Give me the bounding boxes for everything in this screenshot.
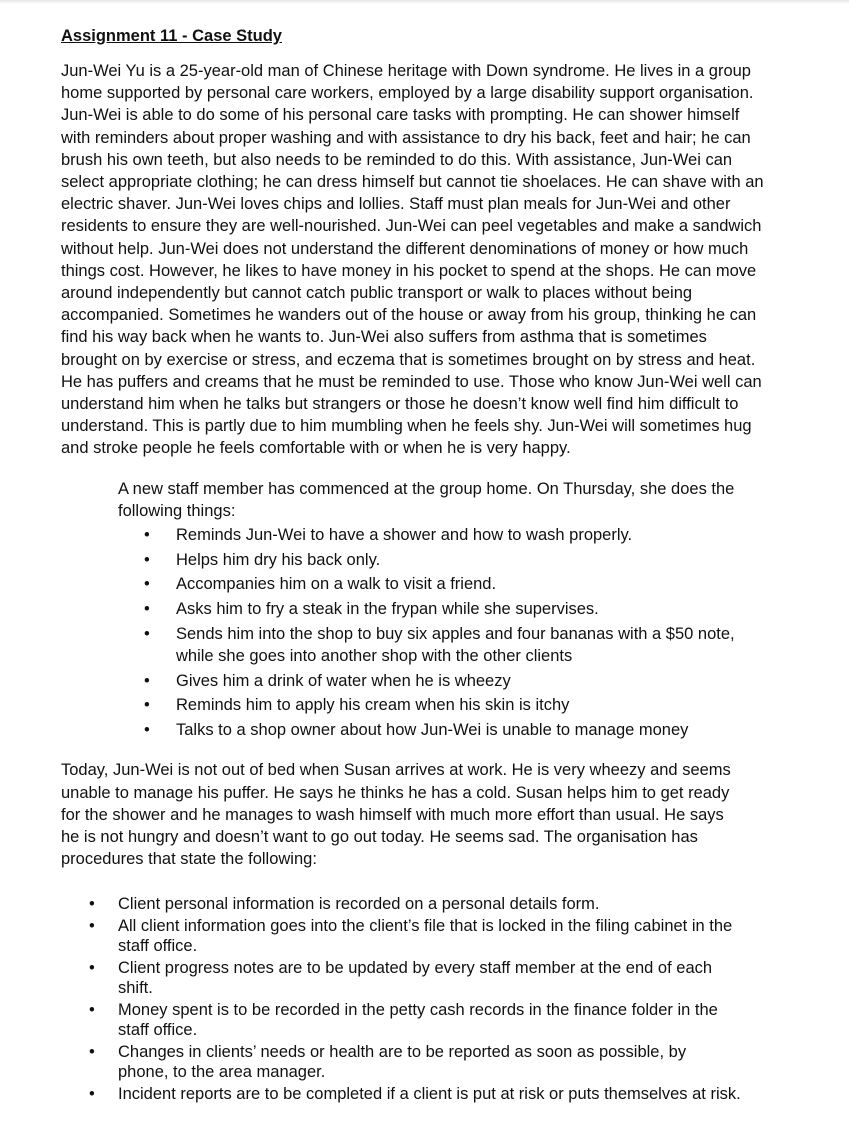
procedure-item-text: Incident reports are to be completed if a client is put at risk or puts themselves at risk. (118, 1084, 741, 1103)
staff-task-item-text: Asks him to fry a steak in the frypan while she supervises. (176, 600, 599, 619)
procedure-item-text: Changes in clients’ needs or health are to be reported as soon as possible, by (118, 1042, 687, 1061)
staff-task-item-text: Gives him a drink of water when he is wheezy (176, 671, 511, 690)
case-paragraph-line: without help. Jun-Wei does not understand the different denominations of money or how much (61, 239, 749, 258)
procedure-item-text: staff office. (118, 937, 198, 956)
today-paragraph-line: Today, Jun-Wei is not out of bed when Susan arrives at work. He is very wheezy and seems (61, 761, 731, 780)
staff-task-item (118, 524, 791, 546)
procedure-item (61, 958, 791, 999)
procedure-item (61, 1042, 791, 1083)
case-paragraph-line: electric shaver. Jun-Wei loves chips and lollies. Staff must plan meals for Jun-Wei and other (61, 195, 731, 214)
staff-task-item (118, 670, 791, 692)
case-paragraph-line: brush his own teeth, but also needs to be reminded to do this. With assistance, Jun-Wei can (61, 150, 733, 169)
case-paragraph-line: select appropriate clothing; he can dress himself but cannot tie shoelaces. He can shave with an (61, 173, 764, 192)
bullet-icon: • (144, 600, 150, 619)
bullet-icon: • (144, 624, 150, 643)
procedure-item (61, 1000, 791, 1041)
case-paragraph-line: brought on by exercise or stress, and eczema that is sometimes brought on by stress and heat. (61, 350, 756, 369)
procedure-item-text: Client progress notes are to be updated by every staff member at the end of each (118, 958, 713, 977)
staff-task-item-text: while she goes into another shop with the other clients (176, 647, 573, 666)
bullet-icon: • (89, 1042, 95, 1061)
staff-task-item-text: Reminds Jun-Wei to have a shower and how to wash properly. (176, 526, 633, 545)
procedure-item-text: phone, to the area manager. (118, 1063, 326, 1082)
bullet-icon: • (89, 958, 95, 977)
case-paragraph-line: and stroke people he feels comfortable with or when he is very happy. (61, 439, 571, 458)
document-title: Assignment 11 - Case Study (61, 27, 282, 45)
bullet-icon: • (144, 721, 150, 740)
staff-task-item (118, 623, 791, 667)
staff-intro (118, 478, 791, 522)
staff-intro-line: A new staff member has commenced at the group home. On Thursday, she does the (118, 479, 735, 498)
case-paragraph-line: things cost. However, he likes to have money in his pocket to spend at the shops. He can move (61, 261, 757, 280)
staff-task-item (118, 598, 791, 620)
staff-task-item (118, 573, 791, 595)
case-paragraph-line: residents to ensure they are well-nourished. Jun-Wei can peel vegetables and make a sandwich (61, 217, 762, 236)
bullet-icon: • (144, 526, 150, 545)
case-paragraph-line: understand him when he talks but strangers or those he doesn’t know well find him difficult to (61, 395, 739, 414)
staff-task-item-text: Sends him into the shop to buy six apples and four bananas with a $50 note, (176, 624, 735, 643)
case-paragraph-line: He has puffers and creams that he must be reminded to use. Those who know Jun-Wei well can (61, 372, 762, 391)
document-page (61, 26, 791, 1105)
case-paragraph-line: with reminders about proper washing and with assistance to dry his back, feet and hair; he can (61, 128, 751, 147)
staff-section (118, 478, 791, 742)
staff-task-item-text: Talks to a shop owner about how Jun-Wei is unable to manage money (176, 721, 689, 740)
procedure-item-text: staff office. (118, 1021, 198, 1040)
staff-task-item-text: Accompanies him on a walk to visit a friend. (176, 575, 497, 594)
case-paragraph-line: Jun-Wei Yu is a 25-year-old man of Chinese heritage with Down syndrome. He lives in a group (61, 62, 751, 80)
bullet-icon: • (89, 1084, 95, 1103)
staff-task-item (118, 694, 791, 716)
today-paragraph-line: procedures that state the following: (61, 850, 317, 869)
today-paragraph-line: unable to manage his puffer. He says he thinks he has a cold. Susan helps him to get ready (61, 783, 730, 802)
today-paragraph (61, 759, 791, 870)
staff-task-item-text: Helps him dry his back only. (176, 550, 381, 569)
procedure-list (61, 894, 791, 1104)
bullet-icon: • (144, 671, 150, 690)
procedure-item (61, 894, 791, 915)
bullet-icon: • (89, 1000, 95, 1019)
bullet-icon: • (89, 916, 95, 935)
procedure-item (61, 916, 791, 957)
bullet-icon: • (144, 696, 150, 715)
staff-intro-line: following things: (118, 501, 236, 520)
procedure-item-text: Client personal information is recorded on a personal details form. (118, 895, 600, 914)
procedure-item-text: All client information goes into the client’s file that is locked in the filing cabinet in the (118, 916, 733, 935)
case-paragraph-line: accompanied. Sometimes he wanders out of the house or away from his group, thinking he can (61, 306, 757, 325)
procedure-item (61, 1084, 791, 1105)
bullet-icon: • (144, 550, 150, 569)
staff-task-item (118, 549, 791, 571)
case-paragraph-line: around independently but cannot catch public transport or walk to places without being (61, 284, 693, 303)
bullet-icon: • (144, 575, 150, 594)
staff-task-item (118, 719, 791, 741)
procedure-item-text: Money spent is to be recorded in the petty cash records in the finance folder in the (118, 1000, 718, 1019)
staff-task-list (118, 524, 791, 741)
today-paragraph-line: for the shower and he manages to wash himself with much more effort than usual. He says (61, 805, 724, 824)
staff-task-item-text: Reminds him to apply his cream when his skin is itchy (176, 696, 570, 715)
procedure-item-text: shift. (118, 979, 153, 998)
case-paragraph-line: home supported by personal care workers, employed by a large disability support organisation. (61, 84, 754, 103)
page-top-shadow (0, 0, 849, 4)
case-paragraph-line: find his way back when he wants to. Jun-Wei also suffers from asthma that is sometimes (61, 328, 707, 347)
case-paragraph-line: understand. This is partly due to him mumbling when he feels shy. Jun-Wei will sometimes hug (61, 417, 752, 436)
case-paragraph-line: Jun-Wei is able to do some of his personal care tasks with prompting. He can shower himself (61, 106, 740, 125)
case-paragraph (61, 60, 791, 460)
bullet-icon: • (89, 895, 95, 914)
today-paragraph-line: he is not hungry and doesn’t want to go out today. He seems sad. The organisation has (61, 828, 698, 846)
